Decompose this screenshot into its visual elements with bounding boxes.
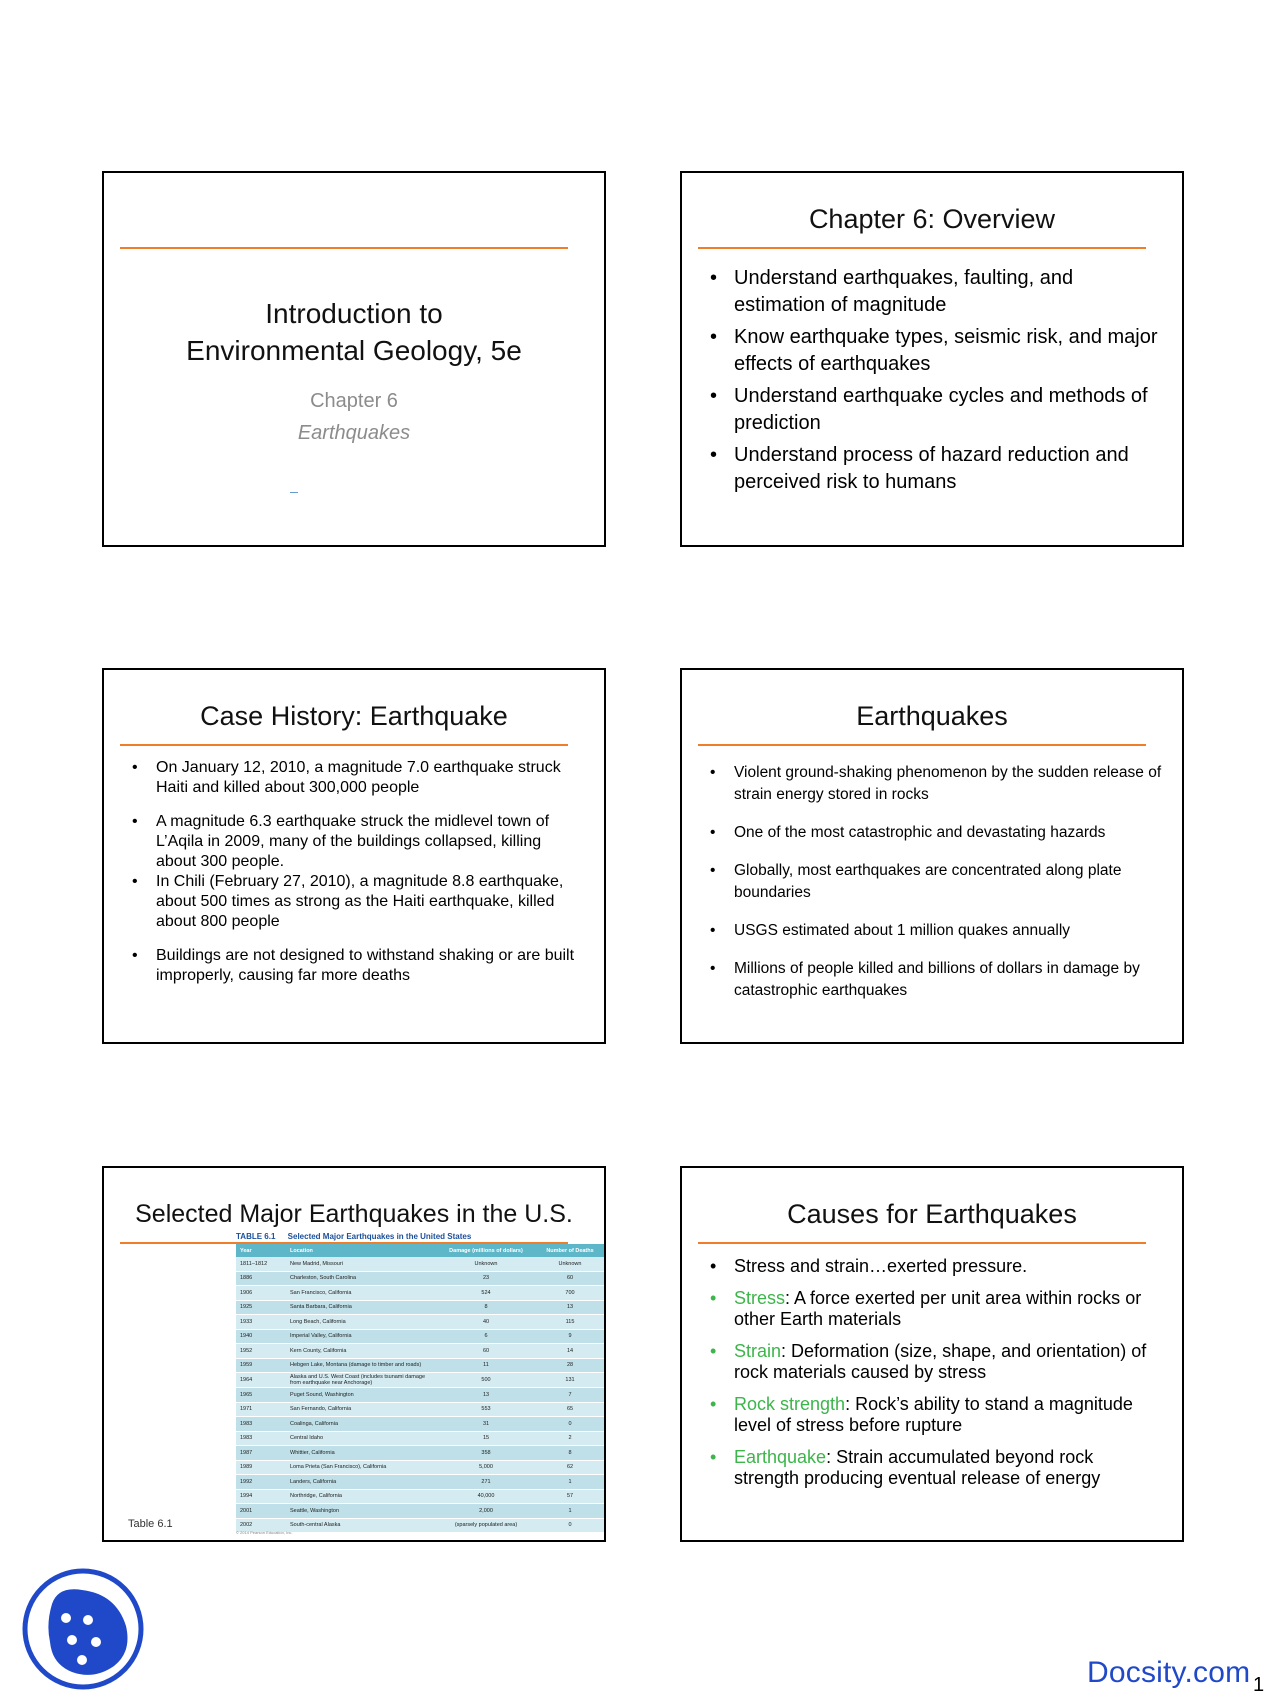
- definition-item: [708, 1447, 1162, 1489]
- cell-damage: 6: [436, 1329, 536, 1344]
- cell-damage: 23: [436, 1271, 536, 1286]
- bullet-list: [130, 758, 584, 1000]
- title-rule: [698, 744, 1146, 746]
- cell-deaths: 9: [536, 1329, 604, 1344]
- bullet-list: [708, 762, 1162, 1018]
- table-row: [236, 1417, 604, 1432]
- bullet-list: [708, 265, 1162, 501]
- cell-damage: 553: [436, 1402, 536, 1417]
- page-number: 1: [1253, 1674, 1265, 1696]
- cell-year: 1925: [236, 1300, 286, 1315]
- cell-damage: 358: [436, 1446, 536, 1461]
- cell-location: Landers, California: [286, 1475, 436, 1490]
- cell-deaths: Unknown: [536, 1257, 604, 1271]
- cell-deaths: 28: [536, 1358, 604, 1373]
- table-row: [236, 1402, 604, 1417]
- list-item: • One of the most catastrophic and devastating hazards: [708, 822, 1162, 844]
- slide-title-page: [102, 171, 606, 547]
- docsity-logo-icon: [22, 1568, 144, 1690]
- title-rule: [120, 247, 568, 249]
- table-row: [236, 1271, 604, 1286]
- term-strain: Strain: [734, 1341, 782, 1361]
- table-caption: [236, 1232, 471, 1241]
- cell-year: 1965: [236, 1388, 286, 1403]
- course-title-line1: Introduction to: [265, 298, 443, 329]
- header-deaths: Number of Deaths: [536, 1244, 604, 1257]
- cell-damage: 31: [436, 1417, 536, 1432]
- list-item: • In Chili (February 27, 2010), a magnitude 8.8 earthquake, about 500 times as strong as the Haiti earthquake, killed about 800 people: [130, 872, 584, 932]
- table-row: [236, 1460, 604, 1475]
- cell-year: 1971: [236, 1402, 286, 1417]
- term-stress: Stress: [734, 1288, 786, 1308]
- slide-heading: Chapter 6: Overview: [808, 204, 1056, 234]
- cell-location: Long Beach, California: [286, 1315, 436, 1330]
- cell-deaths: 8: [536, 1446, 604, 1461]
- cell-deaths: 115: [536, 1315, 604, 1330]
- cell-damage: 11: [436, 1358, 536, 1373]
- cell-location: New Madrid, Missouri: [286, 1257, 436, 1271]
- cell-deaths: 1: [536, 1504, 604, 1519]
- cell-damage: 8: [436, 1300, 536, 1315]
- list-item: • Stress and strain…exerted pressure.: [708, 1256, 1162, 1277]
- cell-damage: 40,000: [436, 1489, 536, 1504]
- definition-text: : A force exerted per unit area within rocks or other Earth materials: [734, 1288, 1142, 1329]
- list-item: • Understand earthquakes, faulting, and estimation of magnitude: [708, 265, 1162, 319]
- title-rule: [698, 1242, 1146, 1244]
- slide-heading: Earthquakes: [856, 701, 1008, 731]
- cell-damage: 13: [436, 1388, 536, 1403]
- definition-text: : Deformation (size, shape, and orientation) of rock materials caused by stress: [734, 1341, 1147, 1382]
- cell-deaths: 14: [536, 1344, 604, 1359]
- cell-damage: 2,000: [436, 1504, 536, 1519]
- list-item: • Know earthquake types, seismic risk, and major effects of earthquakes: [708, 324, 1162, 378]
- slide-heading: Selected Major Earthquakes in the U.S.: [135, 1200, 573, 1228]
- term-earthquake: Earthquake: [734, 1447, 827, 1467]
- list-item: • Globally, most earthquakes are concentrated along plate boundaries: [708, 860, 1162, 904]
- cell-damage: 40: [436, 1315, 536, 1330]
- definition-item: [708, 1394, 1162, 1436]
- table-row: [236, 1329, 604, 1344]
- cell-damage: 524: [436, 1286, 536, 1301]
- cell-damage: (sparsely populated area): [436, 1518, 536, 1533]
- bullet-list: [708, 1256, 1162, 1500]
- cell-damage: Unknown: [436, 1257, 536, 1271]
- title-rule: [698, 247, 1146, 249]
- cell-year: 1987: [236, 1446, 286, 1461]
- slide-heading: Causes for Earthquakes: [787, 1199, 1077, 1229]
- cell-location: Alaska and U.S. West Coast (includes tsunami damage from earthquake near Anchorage): [286, 1373, 436, 1388]
- definition-text: : Rock’s ability to stand a magnitude level of stress before rupture: [734, 1394, 1133, 1435]
- chapter-topic: Earthquakes: [297, 422, 411, 444]
- list-item: • Buildings are not designed to withstand shaking or are built improperly, causing far more deaths: [130, 946, 584, 986]
- table-row: [236, 1504, 604, 1519]
- cell-deaths: 700: [536, 1286, 604, 1301]
- course-title: [104, 295, 604, 369]
- cell-year: 1983: [236, 1431, 286, 1446]
- earthquake-table: [236, 1244, 604, 1533]
- table-row: [236, 1388, 604, 1403]
- cell-year: 1886: [236, 1271, 286, 1286]
- term-rock-strength: Rock strength: [734, 1394, 846, 1414]
- header-damage: Damage (millions of dollars): [436, 1244, 536, 1257]
- cell-location: Northridge, California: [286, 1489, 436, 1504]
- cell-deaths: 60: [536, 1271, 604, 1286]
- cell-location: Santa Barbara, California: [286, 1300, 436, 1315]
- header-year: Year: [236, 1244, 286, 1257]
- table-row: [236, 1373, 604, 1388]
- cell-location: San Fernando, California: [286, 1402, 436, 1417]
- cell-year: 1994: [236, 1489, 286, 1504]
- header-location: Location: [286, 1244, 436, 1257]
- cell-year: 1906: [236, 1286, 286, 1301]
- cell-deaths: 13: [536, 1300, 604, 1315]
- chapter-label: Chapter 6: [310, 390, 398, 412]
- list-item: • Violent ground-shaking phenomenon by the sudden release of strain energy stored in rocks: [708, 762, 1162, 806]
- table-row: [236, 1431, 604, 1446]
- cell-location: Hebgen Lake, Montana (damage to timber and roads): [286, 1358, 436, 1373]
- table-tag: TABLE 6.1: [236, 1232, 276, 1241]
- cell-year: 1811–1812: [236, 1257, 286, 1271]
- list-item: • Millions of people killed and billions of dollars in damage by catastrophic earthquakes: [708, 958, 1162, 1002]
- cell-location: Kern County, California: [286, 1344, 436, 1359]
- cell-damage: 60: [436, 1344, 536, 1359]
- table-row: [236, 1446, 604, 1461]
- definition-item: [708, 1288, 1162, 1330]
- cell-deaths: 1: [536, 1475, 604, 1490]
- cell-deaths: 57: [536, 1489, 604, 1504]
- list-item: • USGS estimated about 1 million quakes annually: [708, 920, 1162, 942]
- table-title: Selected Major Earthquakes in the United States: [287, 1232, 472, 1241]
- cell-year: 1983: [236, 1417, 286, 1432]
- definition-item: [708, 1341, 1162, 1383]
- cell-year: 1940: [236, 1329, 286, 1344]
- cell-year: 1992: [236, 1475, 286, 1490]
- cell-damage: 500: [436, 1373, 536, 1388]
- title-rule: [120, 744, 568, 746]
- cell-location: Charleston, South Carolina: [286, 1271, 436, 1286]
- cell-damage: 271: [436, 1475, 536, 1490]
- list-item: • On January 12, 2010, a magnitude 7.0 earthquake struck Haiti and killed about 300,000 people: [130, 758, 584, 798]
- cell-location: Imperial Valley, California: [286, 1329, 436, 1344]
- slide-heading: Case History: Earthquake: [200, 701, 508, 731]
- cell-year: 1964: [236, 1373, 286, 1388]
- slide-overview: [680, 171, 1184, 547]
- table-row: [236, 1257, 604, 1271]
- cell-location: Puget Sound, Washington: [286, 1388, 436, 1403]
- course-title-line2: Environmental Geology, 5e: [186, 335, 522, 366]
- cell-year: 1933: [236, 1315, 286, 1330]
- cell-deaths: 0: [536, 1518, 604, 1533]
- list-item: • Understand earthquake cycles and methods of prediction: [708, 383, 1162, 437]
- cell-location: Central Idaho: [286, 1431, 436, 1446]
- cell-location: Seattle, Washington: [286, 1504, 436, 1519]
- cell-year: 2002: [236, 1518, 286, 1533]
- cell-location: South-central Alaska: [286, 1518, 436, 1533]
- cell-deaths: 65: [536, 1402, 604, 1417]
- cell-deaths: 131: [536, 1373, 604, 1388]
- table-row: [236, 1300, 604, 1315]
- table-credit: © 2014 Pearson Education, Inc.: [236, 1530, 293, 1535]
- cell-deaths: 0: [536, 1417, 604, 1432]
- table-row: [236, 1344, 604, 1359]
- slide-marker: [290, 492, 298, 493]
- cell-year: 1989: [236, 1460, 286, 1475]
- slide-causes: [680, 1166, 1184, 1542]
- cell-location: San Francisco, California: [286, 1286, 436, 1301]
- cell-location: Coalinga, California: [286, 1417, 436, 1432]
- cell-deaths: 62: [536, 1460, 604, 1475]
- cell-location: Whittier, California: [286, 1446, 436, 1461]
- list-item: • A magnitude 6.3 earthquake struck the midlevel town of L’Aqila in 2009, many of the buildings collapsed, killing about 300 people.: [130, 812, 584, 872]
- table-header-row: [236, 1244, 604, 1257]
- cell-year: 2001: [236, 1504, 286, 1519]
- cell-year: 1952: [236, 1344, 286, 1359]
- docsity-brand-link[interactable]: Docsity.com: [1087, 1656, 1251, 1689]
- slide-earthquakes: [680, 668, 1184, 1044]
- table-row: [236, 1489, 604, 1504]
- table-row: [236, 1358, 604, 1373]
- list-item: • Understand process of hazard reduction and perceived risk to humans: [708, 442, 1162, 496]
- cell-deaths: 2: [536, 1431, 604, 1446]
- cell-damage: 5,000: [436, 1460, 536, 1475]
- table-reference: Table 6.1: [128, 1518, 173, 1530]
- cell-damage: 15: [436, 1431, 536, 1446]
- cell-deaths: 7: [536, 1388, 604, 1403]
- cell-year: 1959: [236, 1358, 286, 1373]
- table-row: [236, 1286, 604, 1301]
- slide-case-history: [102, 668, 606, 1044]
- cell-location: Loma Prieta (San Francisco), California: [286, 1460, 436, 1475]
- slide-major-earthquakes: [102, 1166, 606, 1542]
- table-row: [236, 1315, 604, 1330]
- table-row: [236, 1475, 604, 1490]
- definition-text: : Strain accumulated beyond rock strength producing eventual release of energy: [734, 1447, 1101, 1488]
- table-body: [236, 1257, 604, 1533]
